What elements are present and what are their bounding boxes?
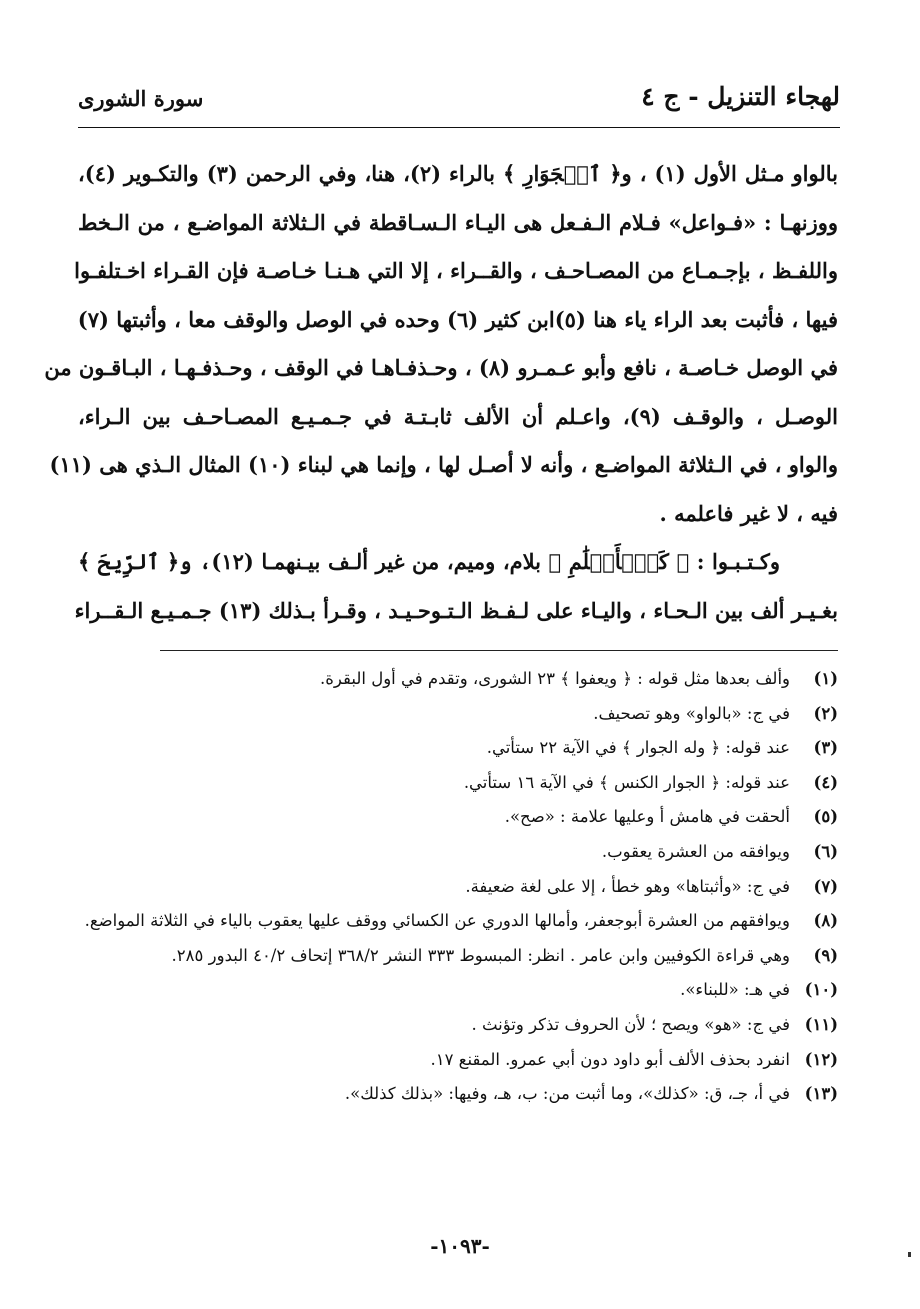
footnote-number: (١١) [804,1014,838,1034]
footnote-text: في ج: «هو» ويصح ؛ لأن الحروف تذكر وتؤنث . [471,1014,790,1034]
footnote-number: (١٢) [804,1049,838,1069]
text-line: واللفـظ ، بإجـمـاع من المصـاحـف ، والقــراء ، إلا التي هـنـا خـاصـة فإن القـراء اخـتلفـوا [74,258,838,283]
footnote-text: في ج: «وأثبتاها» وهو خطأ ، إلا على لغة ضعيفة. [465,876,790,896]
footnote [80,973,838,1008]
footnote-number: (٨) [813,911,838,931]
footnote [80,800,838,835]
text-line: الوصـل ، والوقـف (٩)، واعـلم أن الألف ثابـتـة في جـمـيـع المصـاحـف بين الـراء، [78,403,838,429]
footnote [80,766,838,801]
footnote-text: في هـ: «للبناء». [680,980,790,1000]
footnote-number: (١٠) [804,980,838,1000]
main-text [44,150,838,635]
footnote [80,939,838,974]
footnotes [80,662,838,1112]
header-divider [78,127,840,128]
footnote-text: عند قوله: ﴿ وله الجوار ﴾ في الآية ٢٢ ستأتي. [486,738,790,758]
footnote-divider [160,650,838,651]
text-line: في الوصل خـاصـة ، نافع وأبو عـمـرو (٨) ، وحـذفـاهـا في الوقف ، وحـذفـهـا ، البـاقـون من [44,355,838,380]
footnote-number: (١٣) [804,1084,838,1104]
text-line: ووزنهـا : «فـواعل» فـلام الـفـعل هى اليـاء الـسـاقطة في الـثلاثة المواضـع ، من الـخط [78,209,838,235]
footnote-text: في أ، جـ، ق: «كذلك»، وما أثبت من: ب، هـ، وفيها: «بذلك كذلك». [344,1084,790,1104]
scan-edge-mark [908,1252,911,1257]
footnote-number: (٤) [813,772,838,792]
footnote-number: (١) [813,669,838,688]
footnote [80,1043,838,1078]
footnote-text: وهي قراءة الكوفيين وابن عامر . انظر: المبسوط ٣٣٣ النشر ٣٦٨/٢ إتحاف ٤٠/٢ البدور ٢٨٥. [171,945,790,965]
footnote [80,731,838,766]
footnote-number: (٩) [813,945,838,965]
footnote-number: (٢) [813,703,838,723]
footnote [80,662,838,697]
book-title: لهجاء التنزيل - ج ٤ [641,82,840,111]
text-line: فيه ، لا غير فاعلمه . [659,500,838,526]
footnote [80,1008,838,1043]
footnote [80,870,838,905]
text-line: فيها ، فأثبت بعد الراء ياء هنا (٥)ابن كثير (٦) وحده في الوصل والوقف معا ، وأثبتها (٧) [77,306,838,332]
footnote-text: ويوافقهم من العشرة أبوجعفر، وأمالها الدوري عن الكسائي ووقف عليها يعقوب بالياء في الثلاثة المواضع. [84,911,790,931]
footnote-text: انفرد بحذف الألف أبو داود دون أبي عمرو. المقنع ١٧. [430,1049,790,1069]
footnote [80,1077,838,1112]
page-header [78,82,840,122]
footnote-number: (٧) [813,876,838,896]
footnote-number: (٥) [813,807,838,827]
footnote-number: (٦) [813,841,838,861]
footnote-text: ويوافقه من العشرة يعقوب. [601,841,790,861]
footnote [80,835,838,870]
footnote [80,697,838,732]
text-line: بغـيـر ألف بين الـحـاء ، واليـاء على لـفـظ الـتـوحـيـد ، وقـرأ بـذلك (١٣) جـمـيـع الـقــراء [74,597,838,623]
footnote [80,904,838,939]
text-line: وكـتـبـوا : ﴿ كَٱلۡأَعۡلَٰمِ ﴾ بلام، وميم، من غير ألـف بيـنهمـا (١٢)، و﴿ ٱلرِّيحَ ﴾ [78,549,780,574]
footnote-text: عند قوله: ﴿ الجوار الكنس ﴾ في الآية ١٦ ستأتي. [463,772,790,792]
text-line: والواو ، في الـثلاثة المواضـع ، وأنه لا أصـل لها ، وإنما هي لبناء (١٠) المثال الـذي هى (١١) [49,452,838,477]
text-line: بالواو مـثل الأول (١) ، و﴿ ٱلۡجَوَارِ ﴾ بالراء (٢)، هنا، وفي الرحمن (٣) والتكـوير (٤)، [78,161,838,186]
footnote-text: في ج: «بالواو» وهو تصحيف. [593,703,790,723]
footnote-text: وألف بعدها مثل قوله : ﴿ ويعفوا ﴾ ٢٣ الشورى، وتقدم في أول البقرة. [320,669,790,688]
footnote-number: (٣) [813,738,838,758]
footnote-text: ألحقت في هامش أ وعليها علامة : «صح». [504,807,790,827]
page-number: -١٠٩٣- [430,1234,490,1258]
surah-title: سورة الشورى [78,86,204,111]
